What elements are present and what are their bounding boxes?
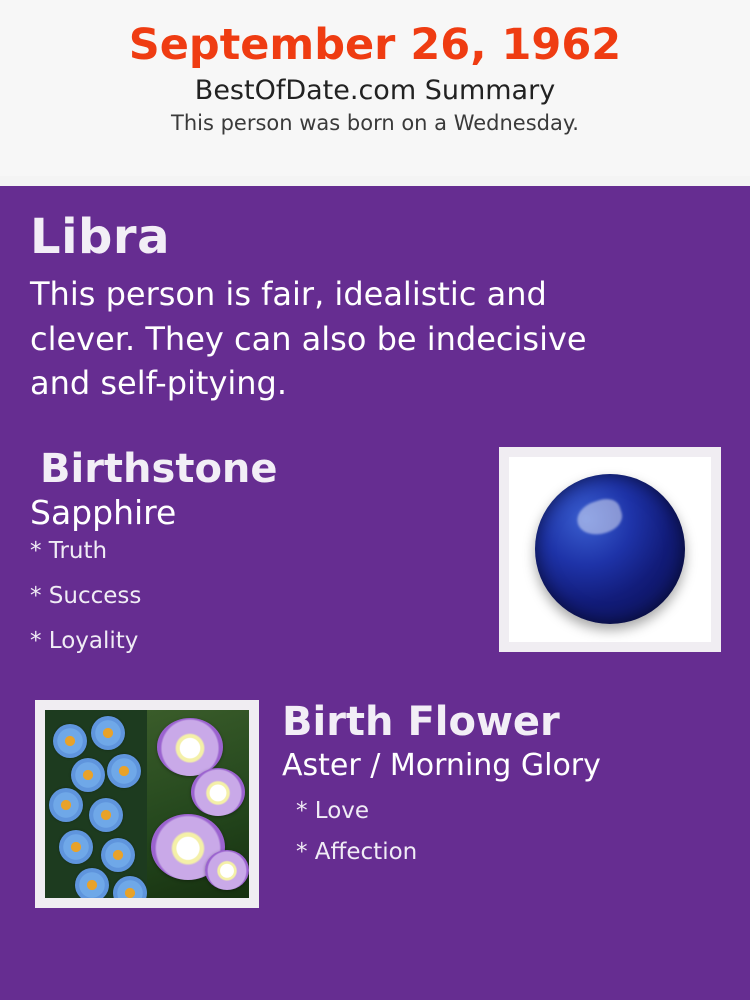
birthstone-heading: Birthstone xyxy=(40,445,278,492)
birth-flower-section xyxy=(30,700,720,910)
birthstone-trait: * Loyality xyxy=(30,628,139,655)
birth-flower-text xyxy=(282,700,720,864)
morning-glory-photo-half xyxy=(147,710,249,898)
details-panel xyxy=(0,186,750,1000)
birth-flower-trait: * Love xyxy=(296,797,370,824)
born-day-note: This person was born on a Wednesday. xyxy=(171,111,579,136)
sapphire-gem-frame xyxy=(509,457,711,642)
sapphire-gem-photo xyxy=(499,447,721,652)
flower-photo-frame xyxy=(45,710,249,898)
birthstone-section xyxy=(30,447,720,672)
birthstone-trait: * Truth xyxy=(30,538,108,565)
page-title: September 26, 1962 xyxy=(128,20,622,70)
birth-flower-name: Aster / Morning Glory xyxy=(282,747,601,783)
site-summary-label: BestOfDate.com Summary xyxy=(194,75,556,107)
aster-photo-half xyxy=(45,710,147,898)
zodiac-sign-name: Libra xyxy=(30,209,170,265)
gem-icon xyxy=(535,474,685,624)
header xyxy=(0,0,750,176)
aster-morning-glory-photo xyxy=(35,700,259,908)
birthstone-name: Sapphire xyxy=(30,492,177,532)
zodiac-description: This person is fair, idealistic and clever. They can also be indecisive and self-pitying. xyxy=(30,275,587,402)
birthstone-trait: * Success xyxy=(30,583,142,610)
birth-flower-trait: * Affection xyxy=(296,838,418,865)
birth-flower-heading: Birth Flower xyxy=(282,698,560,745)
